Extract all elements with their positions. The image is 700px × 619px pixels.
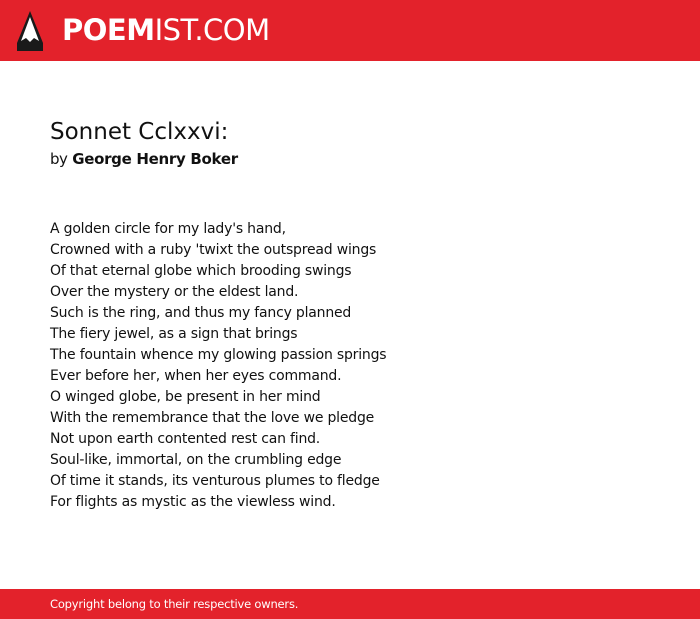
poem-line: A golden circle for my lady's hand,	[50, 221, 286, 237]
poem-line: Such is the ring, and thus my fancy planned	[50, 305, 352, 321]
poem-line: Ever before her, when her eyes command.	[50, 368, 342, 384]
poem-body	[50, 219, 386, 513]
poem-line: The fiery jewel, as a sign that brings	[50, 326, 298, 342]
site-logo[interactable]	[62, 12, 270, 48]
by-label: by	[50, 150, 68, 168]
poem-line: Crowned with a ruby 'twixt the outspread wings	[50, 242, 377, 258]
poem-line: Of that eternal globe which brooding swings	[50, 263, 352, 279]
poem-title: Sonnet Cclxxvi:	[50, 119, 229, 145]
logo-text-light: IST.COM	[154, 13, 270, 47]
poem-line: For flights as mystic as the viewless wind.	[50, 494, 336, 510]
author-name: George Henry Boker	[72, 150, 238, 168]
poem-line: Of time it stands, its venturous plumes to fledge	[50, 473, 380, 489]
pencil-icon	[17, 11, 43, 51]
poem-line: Not upon earth contented rest can find.	[50, 431, 321, 447]
poem-line: With the remembrance that the love we pledge	[50, 410, 375, 426]
copyright-notice: Copyright belong to their respective owners.	[50, 597, 299, 611]
poem-line: Over the mystery or the eldest land.	[50, 284, 299, 300]
logo-text-bold: POEM	[62, 13, 155, 47]
poem-line: The fountain whence my glowing passion springs	[50, 347, 387, 363]
poem-line: Soul-like, immortal, on the crumbling edge	[50, 452, 342, 468]
header-bar	[0, 0, 700, 61]
poem-line: O winged globe, be present in her mind	[50, 389, 321, 405]
footer-bar	[0, 589, 700, 619]
byline	[50, 149, 238, 169]
